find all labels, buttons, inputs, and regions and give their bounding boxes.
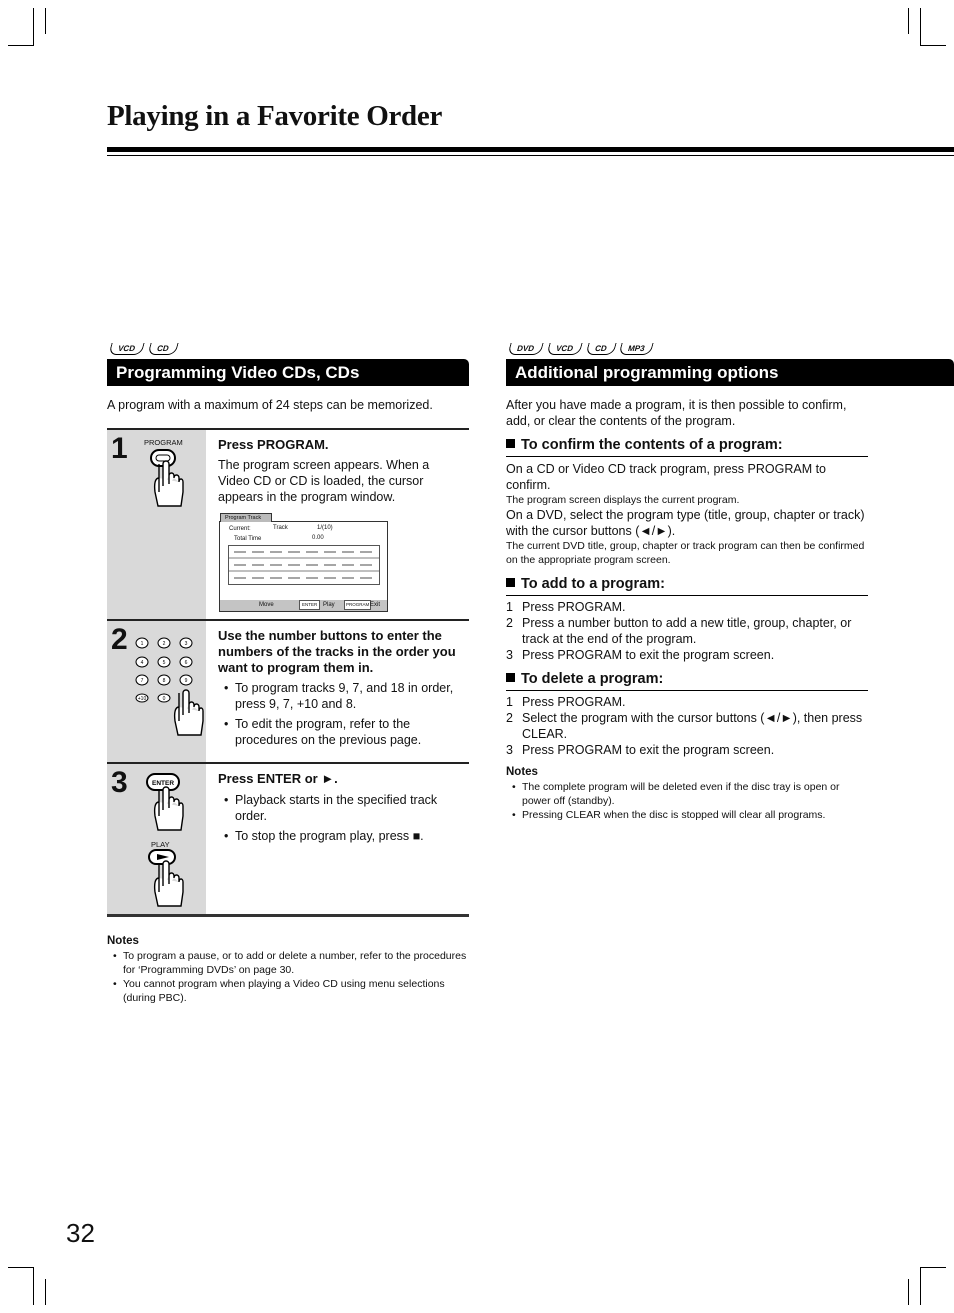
delete-heading-text: To delete a program: (521, 671, 664, 687)
screen-enter-key: ENTER (299, 600, 320, 610)
left-section-title: Programming Video CDs, CDs (107, 359, 469, 386)
confirm-heading-text: To confirm the contents of a program: (521, 437, 783, 453)
crop-mark (920, 8, 921, 46)
step-2-number: 2 (111, 623, 128, 656)
add-list (506, 599, 868, 663)
add-item-3: 3 Press PROGRAM to exit the program screen. (506, 648, 775, 662)
key-7: 7 (140, 678, 144, 684)
program-button-label: PROGRAM (144, 438, 183, 447)
square-bullet-icon (506, 439, 515, 448)
right-notes-title: Notes (506, 766, 538, 778)
badge-vcd: VCD (546, 343, 582, 355)
step-3-bullet-1: • Playback starts in the specified track order. (218, 792, 468, 824)
delete-list (506, 694, 868, 758)
delete-heading (506, 670, 868, 691)
step-2 (107, 619, 469, 763)
confirm-body (506, 461, 868, 567)
page-title: Playing in a Favorite Order (107, 100, 443, 132)
crop-mark (45, 8, 46, 34)
badge-mp3: MP3 (619, 343, 655, 355)
play-button-label: PLAY (151, 840, 170, 849)
key-3: 3 (184, 641, 188, 647)
confirm-s2: The current DVD title, group, chapter or track program can then be confirmed on the appropriate program screen. (506, 540, 865, 566)
key-plus10: +10 (137, 696, 147, 702)
left-note-2: • You cannot program when playing a Video CD using menu selections (during PBC). (107, 977, 469, 1005)
step-2-bullet-1: • To program tracks 9, 7, and 18 in order, press 9, 7, +10 and 8. (218, 680, 468, 712)
key-4: 4 (140, 660, 144, 666)
delete-item-3: 3 Press PROGRAM to exit the program screen. (506, 743, 775, 757)
key-8: 8 (162, 678, 166, 684)
screen-track-label: Track (273, 525, 288, 531)
delete-item-1: 1 Press PROGRAM. (506, 695, 626, 709)
badge-cd: CD (585, 343, 616, 355)
step-2-heading: Use the number buttons to enter the numbers of the tracks in the order you want to program them in. (218, 628, 456, 675)
left-notes-title: Notes (107, 935, 139, 947)
crop-mark (920, 45, 946, 46)
crop-mark (8, 1267, 34, 1268)
screen-play-label: Play (323, 602, 335, 608)
number-keypad-hand-icon (133, 635, 205, 739)
key-9: 9 (184, 678, 188, 684)
step-2-bullets (218, 680, 468, 752)
badge-cd: CD (147, 343, 178, 355)
step-1-heading: Press PROGRAM. (218, 437, 329, 452)
title-rule-thin (107, 155, 954, 156)
left-notes (107, 934, 469, 1005)
right-disc-badges (509, 343, 653, 355)
crop-mark (8, 45, 34, 46)
right-intro: After you have made a program, it is then possible to confirm, add, or clear the contents of the program. (506, 398, 847, 428)
right-notes (506, 765, 868, 822)
step-3-bullet-2: • To stop the program play, press ■. (218, 828, 468, 844)
screen-track-grid (228, 545, 380, 585)
step-2-illustration-panel (107, 621, 206, 763)
key-0: 0 (162, 696, 166, 702)
step-3 (107, 762, 469, 917)
confirm-heading (506, 436, 868, 457)
crop-mark (908, 1279, 909, 1305)
crop-mark (33, 8, 34, 46)
left-disc-badges (110, 343, 176, 355)
key-1: 1 (140, 641, 144, 647)
delete-item-2: 2 Select the program with the cursor buttons (◄/►), then press CLEAR. (506, 711, 863, 741)
key-2: 2 (162, 641, 166, 647)
add-item-2: 2 Press a number button to add a new title, group, chapter, or track at the end of the program. (506, 616, 852, 646)
add-heading-text: To add to a program: (521, 576, 665, 592)
step-3-illustration-panel (107, 764, 206, 914)
crop-mark (45, 1279, 46, 1305)
screen-track-value: 1/(10) (317, 525, 333, 531)
badge-dvd: DVD (507, 343, 543, 355)
right-section-title: Additional programming options (506, 359, 954, 386)
square-bullet-icon (506, 673, 515, 682)
screen-exit-label: Exit (370, 602, 381, 608)
screen-total-time-value: 0.00 (312, 535, 324, 541)
step-3-heading: Press ENTER or ►. (218, 771, 338, 786)
page-number: 32 (66, 1218, 95, 1248)
crop-mark (33, 1267, 34, 1305)
screen-program-key: PROGRAM (344, 600, 371, 610)
program-button-hand-icon (145, 448, 195, 510)
screen-current-label: Current: (229, 526, 251, 532)
square-bullet-icon (506, 578, 515, 587)
screen-tab: Program Track (220, 513, 272, 522)
confirm-s1: The program screen displays the current program. (506, 494, 740, 506)
add-heading (506, 575, 868, 596)
right-note-1: • The complete program will be deleted even if the disc tray is open or power off (standby). (506, 780, 868, 808)
key-5: 5 (162, 660, 166, 666)
crop-mark (920, 1267, 946, 1268)
program-screen-illustration (219, 515, 388, 612)
add-item-1: 1 Press PROGRAM. (506, 600, 626, 614)
crop-mark (908, 8, 909, 34)
step-1-number: 1 (111, 432, 128, 465)
enter-button-label: ENTER (151, 780, 175, 787)
step-1-illustration-panel (107, 430, 206, 620)
enter-button-hand-icon (145, 772, 195, 834)
left-note-1: • To program a pause, or to add or delete a number, refer to the procedures for ‘Programming DVDs’ on page 30. (107, 949, 469, 977)
play-button-hand-icon (145, 848, 195, 910)
step-3-number: 3 (111, 766, 128, 799)
key-6: 6 (184, 660, 188, 666)
confirm-p2: On a DVD, select the program type (title, group, chapter or track) with the cursor buttons (◄/►). (506, 508, 865, 538)
crop-mark (920, 1267, 921, 1305)
step-1-body: The program screen appears. When a Video CD or CD is loaded, the cursor appears in the program window. (218, 458, 430, 504)
title-rule (107, 147, 954, 152)
confirm-p1: On a CD or Video CD track program, press PROGRAM to confirm. (506, 462, 827, 492)
badge-vcd: VCD (108, 343, 144, 355)
screen-move-label: Move (259, 602, 274, 608)
screen-total-time-label: Total Time (234, 536, 262, 542)
step-2-bullet-2: • To edit the program, refer to the procedures on the previous page. (218, 716, 468, 748)
left-intro: A program with a maximum of 24 steps can be memorized. (107, 398, 433, 412)
right-note-2: • Pressing CLEAR when the disc is stopped will clear all programs. (506, 808, 868, 822)
step-3-bullets (218, 792, 468, 848)
